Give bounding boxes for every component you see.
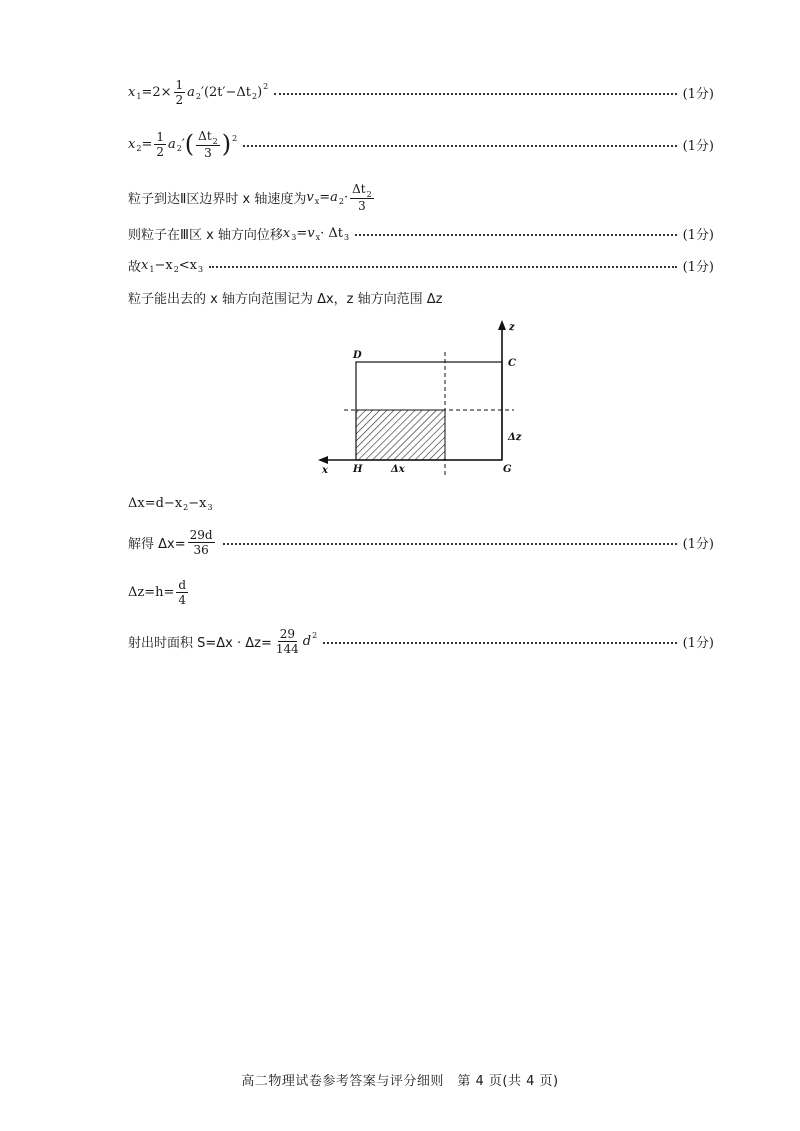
dot-leader xyxy=(323,642,676,644)
equation-x2-line xyxy=(128,124,714,164)
page-footer: 高二物理试卷参考答案与评分细则 第 4 页(共 4 页) xyxy=(241,1074,559,1089)
delta-z-line xyxy=(128,572,714,612)
corner-label-C: C xyxy=(508,358,516,369)
velocity-expression: 粒子到达Ⅱ区边界时 x 轴速度为 v x = a 2 · $\frac{\Delta t_2}{3}$ xyxy=(128,181,372,213)
displacement-x3: 则粒子在Ⅲ区 x 轴方向位移 x 3 = v x · Δt 3 xyxy=(128,225,350,243)
displacement-x3-line xyxy=(128,216,714,250)
score-label: (1分) xyxy=(682,227,714,243)
score-label: (1分) xyxy=(682,138,714,154)
corner-label-D: D xyxy=(353,350,362,361)
condition-line xyxy=(128,248,714,282)
dot-leader xyxy=(355,234,676,236)
exit-area-hatched xyxy=(356,410,445,460)
equation-x1-line xyxy=(128,75,714,109)
area-expression: 射出时面积 S=Δx · Δz= $\frac{29}{144}$ d 2 xyxy=(128,626,318,656)
score-label: (1分) xyxy=(682,86,714,102)
velocity-line xyxy=(128,177,714,217)
delta-z-expression: Δz=h= $\frac{d}{4}$ xyxy=(128,577,187,607)
region-diagram xyxy=(316,318,526,478)
axis-label-x: x xyxy=(322,465,328,476)
range-line xyxy=(128,280,714,314)
dot-leader xyxy=(243,145,676,147)
score-label: (1分) xyxy=(682,536,714,552)
corner-label-G: G xyxy=(503,464,512,475)
delta-x-label: Δx xyxy=(391,464,405,475)
area-line xyxy=(128,621,714,661)
delta-x-solution: 解得 Δx= $\frac{29d}{36}$ xyxy=(128,527,213,557)
delta-z-label: Δz xyxy=(508,432,522,443)
score-label: (1分) xyxy=(682,259,714,275)
equation-x1: x 1 =2× $\frac{1}{2}$ a 2 ′ (2t′−Δt 2 ) 2 xyxy=(128,77,269,107)
corner-label-H: H xyxy=(353,464,363,475)
delta-x-definition: Δx=d−x 2 −x 3 xyxy=(128,495,213,512)
delta-x-definition-line xyxy=(128,486,714,520)
equation-x2: x 2 = $\frac{1}{2}$ a 2 ′ ( $\frac{\Delta t_2}{3}$ ) 2 xyxy=(128,128,238,160)
axis-label-z: z xyxy=(509,322,515,333)
score-label: (1分) xyxy=(682,635,714,651)
dot-leader xyxy=(209,266,676,268)
range-text: 粒子能出去的 x 轴方向范围记为 Δx，z 轴方向范围 Δz xyxy=(128,291,443,307)
dot-leader xyxy=(274,93,676,95)
condition-expression: 故 x 1 −x 2 <x 3 xyxy=(128,257,204,275)
delta-x-solution-line xyxy=(128,522,714,562)
x-axis-arrow-icon xyxy=(318,456,328,464)
dot-leader xyxy=(223,543,677,545)
z-axis-arrow-icon xyxy=(498,320,506,330)
